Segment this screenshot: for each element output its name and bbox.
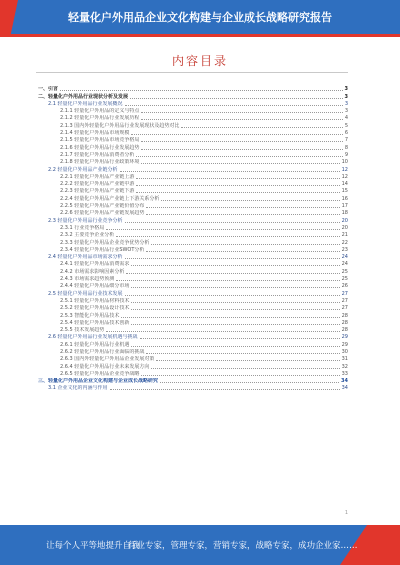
- toc-entry-page: 29: [341, 334, 348, 341]
- toc-entry-label: 2.5.4 轻量化户外用品技术创新: [60, 319, 130, 326]
- toc-entry-label: 2.4.3 市场需求趋势预测: [60, 276, 115, 283]
- toc-leader-dots: [131, 287, 339, 288]
- toc-entry-page: 24: [341, 254, 348, 261]
- toc-leader-dots: [141, 149, 342, 150]
- toc-leader-dots: [126, 273, 339, 274]
- toc-leader-dots: [156, 360, 339, 361]
- toc-entry[interactable]: [38, 144, 348, 151]
- toc-leader-dots: [141, 112, 342, 113]
- toc-leader-dots: [136, 156, 342, 157]
- toc-entry-label: 2.6.4 轻量化户外用品行业未来发展方向: [60, 363, 150, 370]
- toc-entry-label: 2.4.2 市场需求影响因素分析: [60, 268, 125, 275]
- toc-entry-label: 2.4 轻量化户外用品市场需求分析: [48, 254, 123, 261]
- toc-entry-label: 2.2.2 轻量化户外用品产业链中游: [60, 181, 135, 188]
- toc-leader-dots: [151, 368, 339, 369]
- toc-entry-page: 27: [341, 305, 348, 312]
- toc-heading: 内容目录: [171, 54, 228, 68]
- toc-leader-dots: [141, 375, 339, 376]
- toc-leader-dots: [146, 214, 339, 215]
- toc-entry[interactable]: [38, 225, 348, 232]
- toc-entry[interactable]: [38, 312, 348, 319]
- toc-entry[interactable]: [38, 371, 348, 378]
- toc-entry-page: 3: [344, 100, 348, 107]
- toc-entry-page: 10: [341, 159, 348, 166]
- toc-entry[interactable]: [38, 152, 348, 159]
- toc-entry[interactable]: [38, 363, 348, 370]
- toc-entry-label: 2.2.1 轻量化户外用品产业链上游: [60, 173, 135, 180]
- table-of-contents: [38, 86, 348, 392]
- toc-entry-page: 17: [341, 203, 348, 210]
- toc-leader-dots: [181, 127, 342, 128]
- toc-heading-rule: [36, 72, 348, 73]
- toc-entry-page: 8: [344, 144, 348, 151]
- toc-entry-page: 7: [344, 137, 348, 144]
- toc-entry[interactable]: [38, 108, 348, 115]
- report-header: [0, 0, 400, 34]
- toc-leader-dots: [161, 200, 339, 201]
- toc-leader-dots: [131, 309, 339, 310]
- toc-leader-dots: [146, 207, 339, 208]
- toc-entry[interactable]: [38, 320, 348, 327]
- toc-leader-dots: [141, 119, 342, 120]
- toc-leader-dots: [125, 295, 340, 296]
- toc-entry-page: 33: [341, 370, 348, 377]
- toc-entry[interactable]: [38, 349, 348, 356]
- toc-leader-dots: [121, 317, 339, 318]
- toc-entry-page: 20: [341, 217, 348, 224]
- toc-entry-page: 15: [341, 188, 348, 195]
- toc-leader-dots: [106, 331, 339, 332]
- toc-entry[interactable]: [38, 276, 348, 283]
- toc-leader-dots: [125, 222, 340, 223]
- toc-entry[interactable]: [38, 203, 348, 210]
- toc-entry-label: 2.6.3 国内外轻量化户外用品企业发展对策: [60, 356, 155, 363]
- toc-entry-page: 14: [341, 181, 348, 188]
- header-rule: [0, 34, 400, 37]
- toc-entry-page: 31: [341, 356, 348, 363]
- footer-slogan: 让每个人平等地提升自我: [46, 541, 140, 551]
- toc-leader-dots: [60, 90, 343, 91]
- toc-entry-page: 28: [341, 319, 348, 326]
- toc-entry-page: 24: [341, 261, 348, 268]
- report-footer: [0, 525, 400, 565]
- toc-entry-page: 23: [341, 246, 348, 253]
- toc-entry[interactable]: [38, 210, 348, 217]
- toc-entry-page: 9: [344, 151, 348, 158]
- toc-entry-page: 32: [341, 363, 348, 370]
- toc-leader-dots: [140, 338, 340, 339]
- toc-entry-label: 2.6.5 轻量化户外用品企业竞争战略: [60, 370, 140, 377]
- toc-leader-dots: [106, 229, 339, 230]
- toc-entry-label: 2.5 轻量化户外用品行业技术发展: [48, 290, 123, 297]
- toc-entry-label: 2.6.1 轻量化户外用品行业机遇: [60, 341, 130, 348]
- toc-entry-label: 三、轻量化户外用品企业文化构建与企业成长战略研究: [38, 378, 159, 385]
- toc-entry[interactable]: [38, 166, 348, 173]
- toc-entry-page: 22: [341, 239, 348, 246]
- toc-entry[interactable]: [38, 385, 348, 392]
- toc-entry-page: 26: [341, 283, 348, 290]
- toc-leader-dots: [141, 163, 339, 164]
- toc-entry-page: 25: [341, 268, 348, 275]
- toc-leader-dots: [136, 192, 339, 193]
- toc-entry-page: 27: [341, 297, 348, 304]
- toc-entry-label: 2.2.4 轻量化户外用品产业链上下游关系分析: [60, 195, 160, 202]
- toc-entry[interactable]: [38, 188, 348, 195]
- toc-entry[interactable]: [38, 334, 348, 341]
- toc-entry-label: 2.6.2 轻量化户外用品行业面临的挑战: [60, 348, 145, 355]
- toc-entry-page: 28: [341, 327, 348, 334]
- toc-entry-label: 2.3.2 主要竞争企业分析: [60, 232, 115, 239]
- toc-entry-page: 25: [341, 276, 348, 283]
- toc-entry[interactable]: [38, 290, 348, 297]
- toc-entry[interactable]: [38, 159, 348, 166]
- toc-entry[interactable]: [38, 217, 348, 224]
- toc-leader-dots: [131, 346, 339, 347]
- toc-entry[interactable]: [38, 86, 348, 93]
- toc-leader-dots: [120, 171, 340, 172]
- toc-entry[interactable]: [38, 174, 348, 181]
- toc-leader-dots: [131, 134, 342, 135]
- toc-leader-dots: [131, 302, 339, 303]
- toc-entry-label: 2.1.6 轻量化户外用品行业发展趋势: [60, 144, 140, 151]
- toc-entry-page: 27: [341, 290, 348, 297]
- toc-entry[interactable]: [38, 298, 348, 305]
- toc-entry-label: 2.2.6 轻量化户外用品产业链发展趋势: [60, 210, 145, 217]
- toc-entry-label: 2.1 轻量化户外用品行业发展概况: [48, 100, 123, 107]
- toc-entry[interactable]: [38, 283, 348, 290]
- toc-entry-label: 2.2.5 轻量化户外用品产业链价值分布: [60, 203, 145, 210]
- toc-leader-dots: [141, 141, 342, 142]
- toc-entry-page: 12: [341, 166, 348, 173]
- toc-entry-page: 30: [341, 348, 348, 355]
- toc-leader-dots: [136, 185, 339, 186]
- toc-entry[interactable]: [38, 356, 348, 363]
- toc-leader-dots: [125, 105, 343, 106]
- toc-entry-label: 一、引言: [38, 86, 59, 93]
- toc-entry[interactable]: [38, 305, 348, 312]
- toc-entry[interactable]: [38, 101, 348, 108]
- toc-entry-page: 3: [344, 108, 348, 115]
- report-title: 轻量化户外用品企业文化构建与企业成长战略研究报告: [68, 11, 332, 24]
- toc-leader-dots: [116, 280, 339, 281]
- toc-leader-dots: [116, 236, 339, 237]
- page-number: 1: [344, 510, 348, 516]
- toc-entry[interactable]: [38, 93, 348, 100]
- toc-entry-label: 2.3.1 行业竞争格局: [60, 224, 105, 231]
- toc-entry-label: 2.1.3 国内外轻量化户外用品行业发展现状及趋势对比: [60, 122, 180, 129]
- toc-entry-label: 2.1.1 轻量化户外用品的定义与特点: [60, 108, 140, 115]
- toc-entry-page: 5: [344, 122, 348, 129]
- toc-entry-page: 21: [341, 232, 348, 239]
- toc-entry-label: 2.3 轻量化户外用品行业竞争分析: [48, 217, 123, 224]
- toc-leader-dots: [160, 382, 339, 383]
- toc-leader-dots: [130, 98, 343, 99]
- toc-entry-page: 18: [341, 210, 348, 217]
- toc-entry[interactable]: [38, 268, 348, 275]
- toc-entry-label: 2.1.4 轻量化户外用品市场规模: [60, 130, 130, 137]
- toc-entry-label: 3.1 企业文化的内涵与作用: [48, 385, 108, 392]
- toc-entry-label: 2.5.2 轻量化户外用品设计技术: [60, 305, 130, 312]
- toc-entry[interactable]: [38, 261, 348, 268]
- toc-leader-dots: [146, 353, 339, 354]
- toc-entry-label: 2.5.1 轻量化户外用品材料技术: [60, 297, 130, 304]
- toc-entry-label: 2.5.3 智能化户外用品技术: [60, 312, 120, 319]
- toc-entry-label: 2.1.7 轻量化户外用品消费者分析: [60, 151, 135, 158]
- toc-entry-label: 2.1.2 轻量化户外用品行业发展历程: [60, 115, 140, 122]
- toc-entry-page: 3: [344, 86, 348, 93]
- toc-entry-label: 2.2.3 轻量化户外用品产业链下游: [60, 188, 135, 195]
- toc-entry-page: 20: [341, 224, 348, 231]
- toc-entry-label: 2.5.5 技术发展趋势: [60, 327, 105, 334]
- toc-entry-label: 2.2 轻量化户外用品产业链分析: [48, 166, 118, 173]
- footer-experts: 行业专家，管理专家，营销专家，战略专家，成功企业家……: [128, 541, 358, 551]
- toc-entry-label: 2.6 轻量化户外用品行业发展机遇与挑战: [48, 334, 138, 341]
- toc-entry-page: 12: [341, 173, 348, 180]
- toc-entry-page: 16: [341, 195, 348, 202]
- toc-entry-label: 2.1.8 轻量化户外用品行业政策环境: [60, 159, 140, 166]
- toc-entry-page: 34: [341, 385, 348, 392]
- toc-entry-page: 28: [341, 312, 348, 319]
- toc-entry[interactable]: [38, 137, 348, 144]
- toc-entry[interactable]: [38, 181, 348, 188]
- toc-entry-page: 34: [341, 378, 348, 385]
- toc-entry[interactable]: [38, 122, 348, 129]
- toc-leader-dots: [110, 389, 340, 390]
- toc-entry[interactable]: [38, 115, 348, 122]
- toc-entry[interactable]: [38, 378, 348, 385]
- toc-entry-label: 2.3.4 轻量化户外用品行业SWOT分析: [60, 246, 145, 253]
- toc-leader-dots: [146, 251, 339, 252]
- toc-entry[interactable]: [38, 239, 348, 246]
- toc-leader-dots: [136, 178, 339, 179]
- toc-entry-label: 2.4.1 轻量化户外用品消费需求: [60, 261, 130, 268]
- toc-entry-label: 2.1.5 轻量化户外用品市场竞争格局: [60, 137, 140, 144]
- toc-leader-dots: [131, 265, 339, 266]
- toc-leader-dots: [125, 258, 340, 259]
- toc-entry[interactable]: [38, 341, 348, 348]
- toc-leader-dots: [151, 244, 339, 245]
- toc-entry[interactable]: [38, 247, 348, 254]
- toc-entry[interactable]: [38, 195, 348, 202]
- toc-entry-page: 3: [344, 93, 348, 100]
- toc-entry[interactable]: [38, 130, 348, 137]
- toc-entry-label: 二、轻量化户外用品行业现状分析及发展: [38, 93, 129, 100]
- toc-entry-page: 6: [344, 130, 348, 137]
- toc-entry-label: 2.4.4 轻量化户外用品细分市场: [60, 283, 130, 290]
- toc-entry[interactable]: [38, 232, 348, 239]
- toc-entry-page: 4: [344, 115, 348, 122]
- toc-entry[interactable]: [38, 254, 348, 261]
- toc-entry-page: 29: [341, 341, 348, 348]
- toc-leader-dots: [131, 324, 339, 325]
- toc-entry-label: 2.3.3 轻量化户外用品企业竞争优势分析: [60, 239, 150, 246]
- toc-entry[interactable]: [38, 327, 348, 334]
